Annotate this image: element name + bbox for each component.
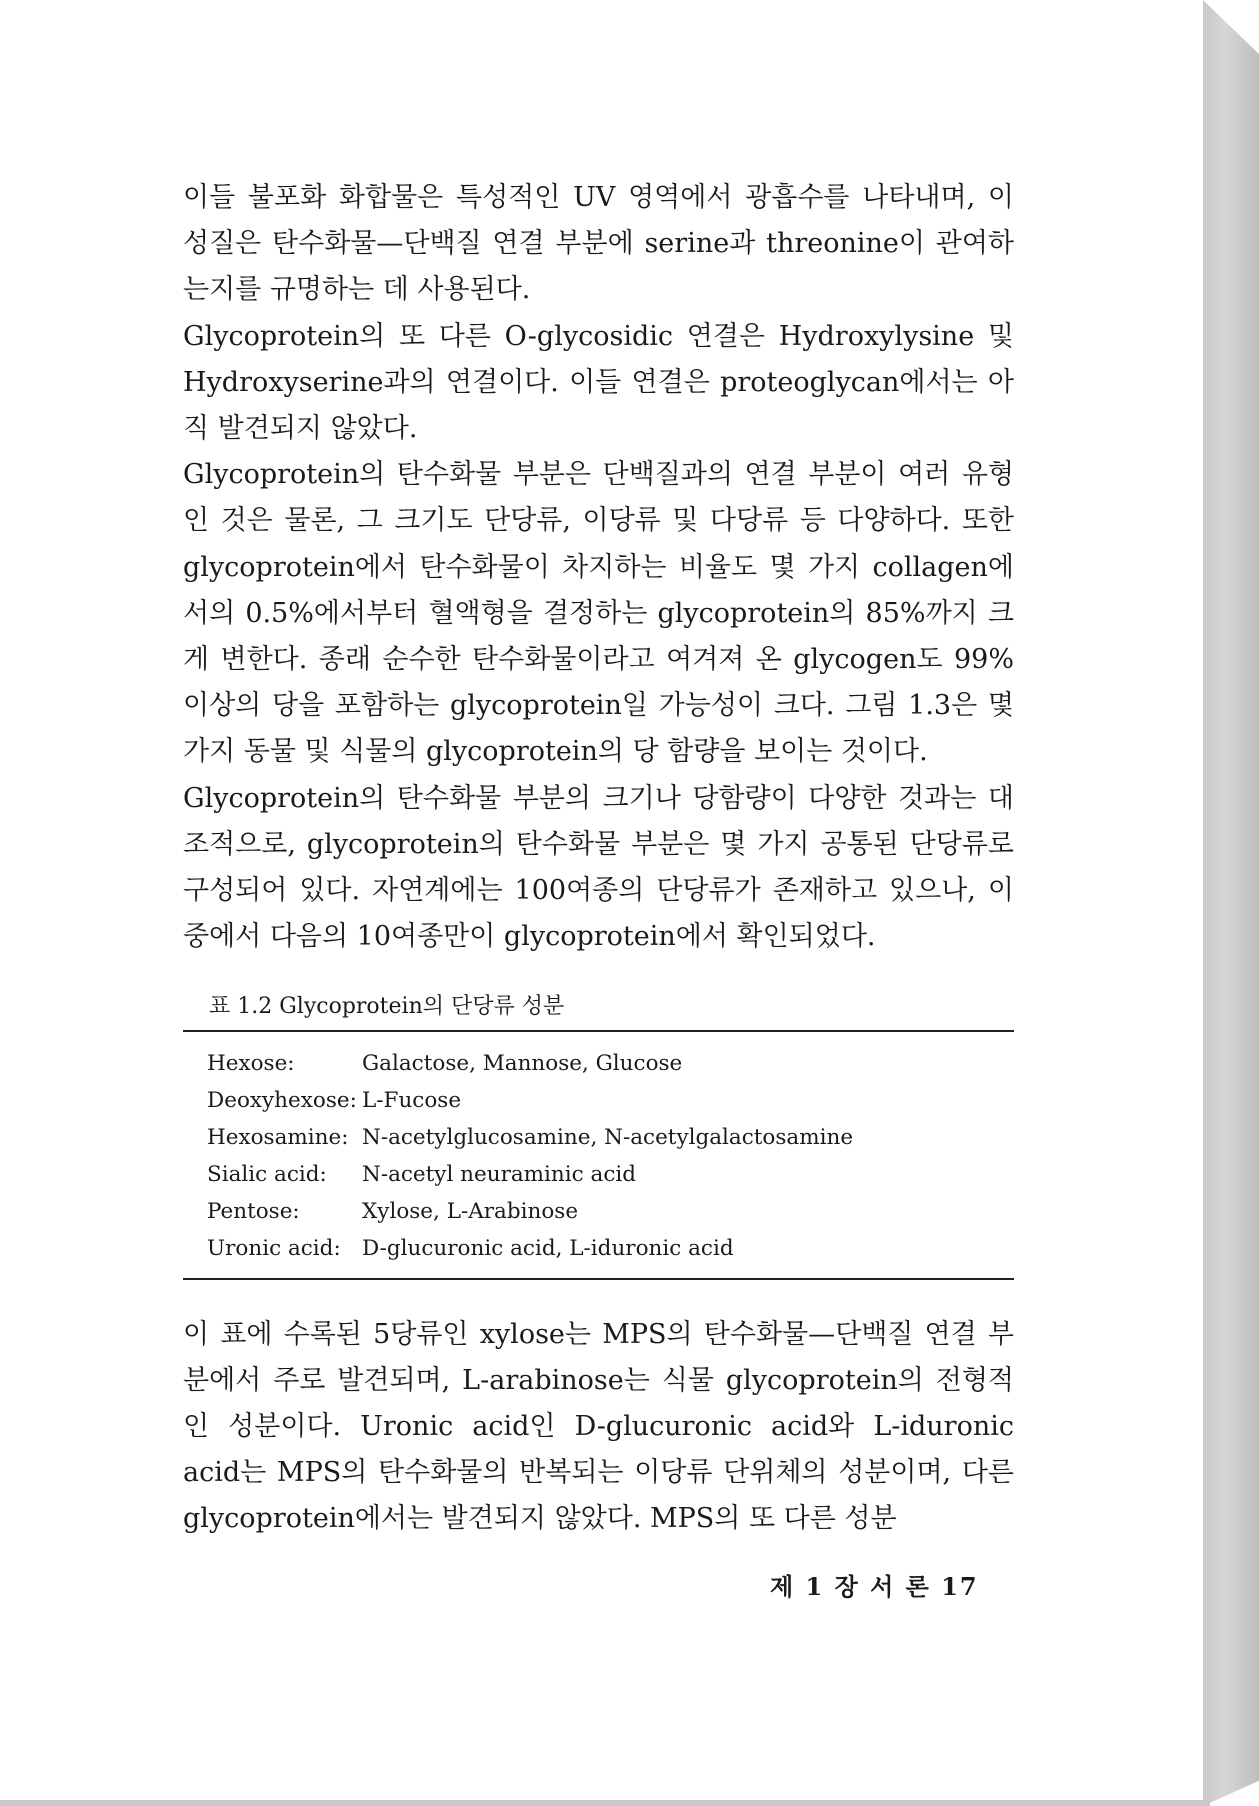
table-row-value: L-Fucose <box>362 1087 462 1113</box>
table-row <box>183 1156 1014 1193</box>
table-row <box>183 1193 1014 1230</box>
page-stack-edge <box>1203 0 1259 1806</box>
table-row <box>183 1119 1014 1156</box>
table-bottom-rule <box>183 1278 1014 1280</box>
table-row-label: Sialic acid: <box>207 1162 327 1188</box>
paragraph-uv-absorption: 이들 불포화 화합물은 특성적인 UV 영역에서 광흡수를 나타내며, 이 성질은 탄수화물—단백질 연결 부분에 serine과 threonine이 관여하는지를 규명하는 데 사용된다. <box>183 182 1014 306</box>
paragraph-carbohydrate-size: Glycoprotein의 탄수화물 부분은 단백질과의 연결 부분이 여러 유형인 것은 물론, 그 크기도 단당류, 이당류 및 다당류 등 다양하다. 또한 glycoprotein에서 탄수화물이 차지하는 비율도 몇 가지 collagen에서의 0.5%에서부터 혈액형을 결정하는 glycoprotein의 85%까지 크게 변한다. 종래 순수한 탄수화물이라고 여겨져 온 glycogen도 99% 이상의 당을 포함하는 glycoprotein일 가능성이 크다. 그림 1.3은 몇 가지 동물 및 식물의 glycoprotein의 당 함량을 보이는 것이다. <box>183 459 1014 768</box>
table-row <box>183 1230 1014 1267</box>
page-footer: 제 1 장 서 론 17 <box>770 1572 979 1601</box>
table-caption: 표 1.2 Glycoprotein의 단당류 성분 <box>209 994 565 1020</box>
table-row-value: N-acetyl neuraminic acid <box>362 1162 637 1188</box>
table-row-value: N-acetylglucosamine, N-acetylgalactosamine <box>362 1124 854 1150</box>
table-row-label: Hexosamine: <box>207 1124 349 1150</box>
monosaccharide-table <box>183 1044 1014 1267</box>
table-top-rule <box>183 1030 1014 1032</box>
table-row-value: D-glucuronic acid, L-iduronic acid <box>362 1236 734 1262</box>
table-row <box>183 1044 1014 1081</box>
page-bottom-edge <box>0 1800 1210 1806</box>
paragraph-table-discussion: 이 표에 수록된 5당류인 xylose는 MPS의 탄수화물—단백질 연결 부분에서 주로 발견되며, L-arabinose는 식물 glycoprotein의 전형적인 성분이다. Uronic acid인 D-glucuronic acid와 L-iduronic acid는 MPS의 탄수화물의 반복되는 이당류 단위체의 성분이며, 다른 glycoprotein에서는 발견되지 않았다. MPS의 또 다른 성분 <box>183 1318 1014 1535</box>
table-row-value: Xylose, L-Arabinose <box>362 1199 579 1225</box>
table-row <box>183 1082 1014 1119</box>
page-body <box>183 175 1014 1543</box>
paragraph-o-glycosidic: Glycoprotein의 또 다른 O-glycosidic 연결은 Hydroxylysine 및 Hydroxyserine과의 연결이다. 이들 연결은 proteoglycan에서는 아직 발견되지 않았다. <box>183 320 1014 445</box>
paragraph-monosaccharides: Glycoprotein의 탄수화물 부분의 크기나 당함량이 다양한 것과는 대조적으로, glycoprotein의 탄수화물 부분은 몇 가지 공통된 단당류로 구성되어 있다. 자연계에는 100여종의 단당류가 존재하고 있으나, 이 중에서 다음의 10여종만이 glycoprotein에서 확인되었다. <box>183 782 1014 953</box>
table-row-label: Deoxyhexose: <box>207 1087 357 1113</box>
table-row-value: Galactose, Mannose, Glucose <box>362 1050 683 1076</box>
table-row-label: Uronic acid: <box>207 1236 341 1262</box>
table-row-label: Hexose: <box>207 1050 295 1076</box>
table-row-label: Pentose: <box>207 1199 300 1225</box>
